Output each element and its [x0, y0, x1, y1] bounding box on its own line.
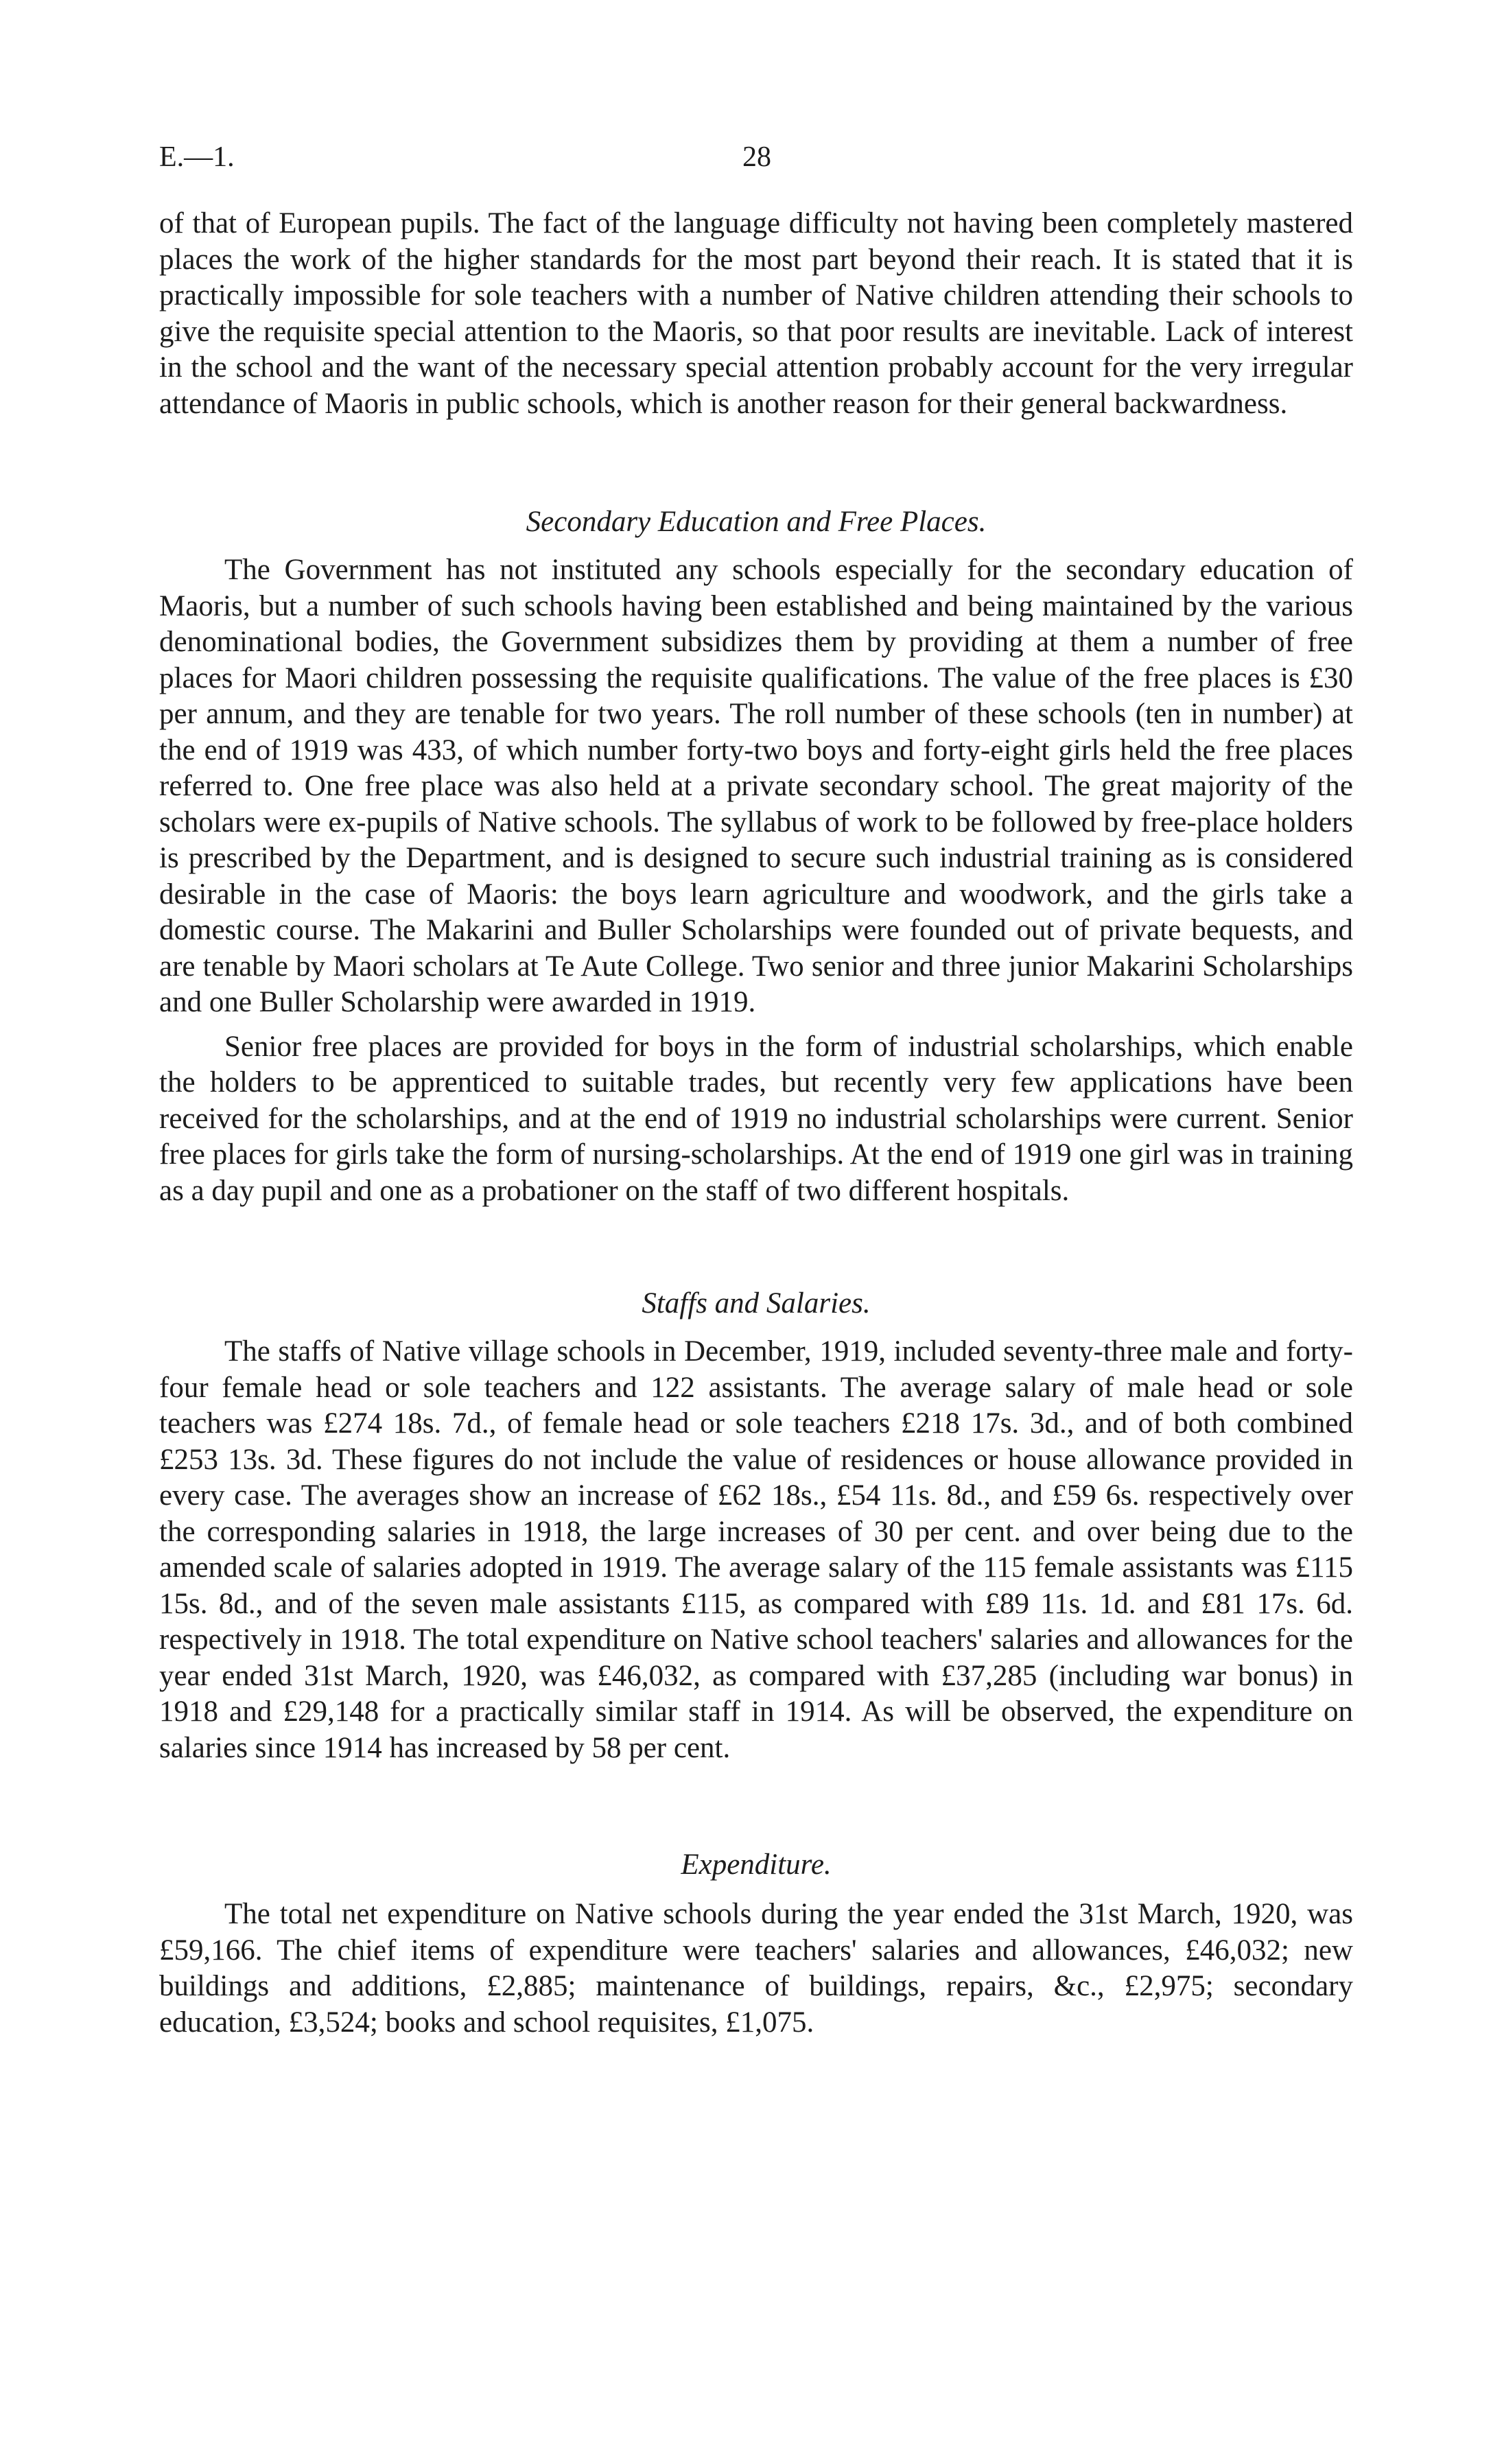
section-staffs-salaries	[159, 1286, 1353, 1766]
report-reference: E.—1.	[159, 141, 235, 173]
section-heading-staffs-salaries: Staffs and Salaries.	[642, 1287, 871, 1319]
page-body	[159, 206, 1353, 2041]
paragraph-staffs-salaries-1: The staffs of Native village schools in December, 1919, included seventy-three male and forty-four female head or sole teachers and 122 assistants. The average salary of male head or sole teachers was £274 18s. 7d., of female head or sole teachers £218 17s. 3d., and of both combined £253 13s. 3d. These figures do not include the value of residences or house allowance provided in every case. The averages show an increase of £62 18s., £54 11s. 8d., and £59 6s. respectively over the corresponding salaries in 1918, the large increases of 30 per cent. and over being due to the amended scale of salaries adopted in 1919. The average salary of the 115 female assistants was £115 15s. 8d., and of the seven male assistants £115, as compared with £89 11s. 1d. and £81 17s. 6d. respectively in 1918. The total expenditure on Native school teachers' salaries and allowances for the year ended 31st March, 1920, was £46,032, as compared with £37,285 (including war bonus) in 1918 and £29,148 for a practically similar staff in 1914. As will be observed, the expenditure on salaries since 1914 has increased by 58 per cent.	[159, 1335, 1353, 1764]
section-expenditure	[159, 1847, 1353, 2041]
paragraph-secondary-education-2: Senior free places are provided for boys in the form of industrial scholarships, which enable the holders to be apprenticed to suitable trades, but recently very few applications have been received for the scholarships, and at the end of 1919 no industrial scholarships were current. Senior free places for girls take the form of nursing-scholarships. At the end of 1919 one girl was in training as a day pupil and one as a probationer on the staff of two different hospitals.	[159, 1030, 1353, 1207]
paragraph-expenditure-1: The total net expenditure on Native schools during the year ended the 31st March, 1920, was £59,166. The chief items of expenditure were teachers' salaries and allowances, £46,032; new buildings and additions, £2,885; maintenance of buildings, repairs, &c., £2,975; secondary education, £3,524; books and school requisites, £1,075.	[159, 1898, 1353, 2039]
section-heading-expenditure: Expenditure.	[681, 1849, 832, 1881]
paragraph-secondary-education-1: The Government has not instituted any schools especially for the secondary education of Maoris, but a number of such schools having been established and being maintained by the various denominational bodies, the Government subsidizes them by providing at them a number of free places for Maori children possessing the requisite qualifications. The value of the free places is £30 per annum, and they are tenable for two years. The roll number of these schools (ten in number) at the end of 1919 was 433, of which number forty-two boys and forty-eight girls held the free places referred to. One free place was also held at a private secondary school. The great majority of the scholars were ex-pupils of Native schools. The syllabus of work to be followed by free-place holders is prescribed by the Department, and is designed to secure such industrial training as is considered desirable in the case of Maoris: the boys learn agriculture and woodwork, and the girls take a domestic course. The Makarini and Buller Scholarships were founded out of private bequests, and are tenable by Maori scholars at Te Aute College. Two senior and three junior Makarini Scholarships and one Buller Scholarship were awarded in 1919.	[159, 554, 1353, 1018]
intro-paragraph: of that of European pupils. The fact of the language difficulty not having been completely mastered places the work of the higher standards for the most part beyond their reach. It is stated that it is practically impossible for sole teachers with a number of Native children attending their schools to give the requisite special attention to the Maoris, so that poor results are inevitable. Lack of interest in the school and the want of the necessary special attention probably account for the very irregular attendance of Maoris in public schools, which is another reason for their general backwardness.	[159, 207, 1353, 420]
section-heading-secondary-education: Secondary Education and Free Places.	[526, 506, 987, 538]
page-number: 28	[742, 141, 771, 173]
section-secondary-education	[159, 504, 1353, 1209]
page-header	[159, 141, 1353, 182]
